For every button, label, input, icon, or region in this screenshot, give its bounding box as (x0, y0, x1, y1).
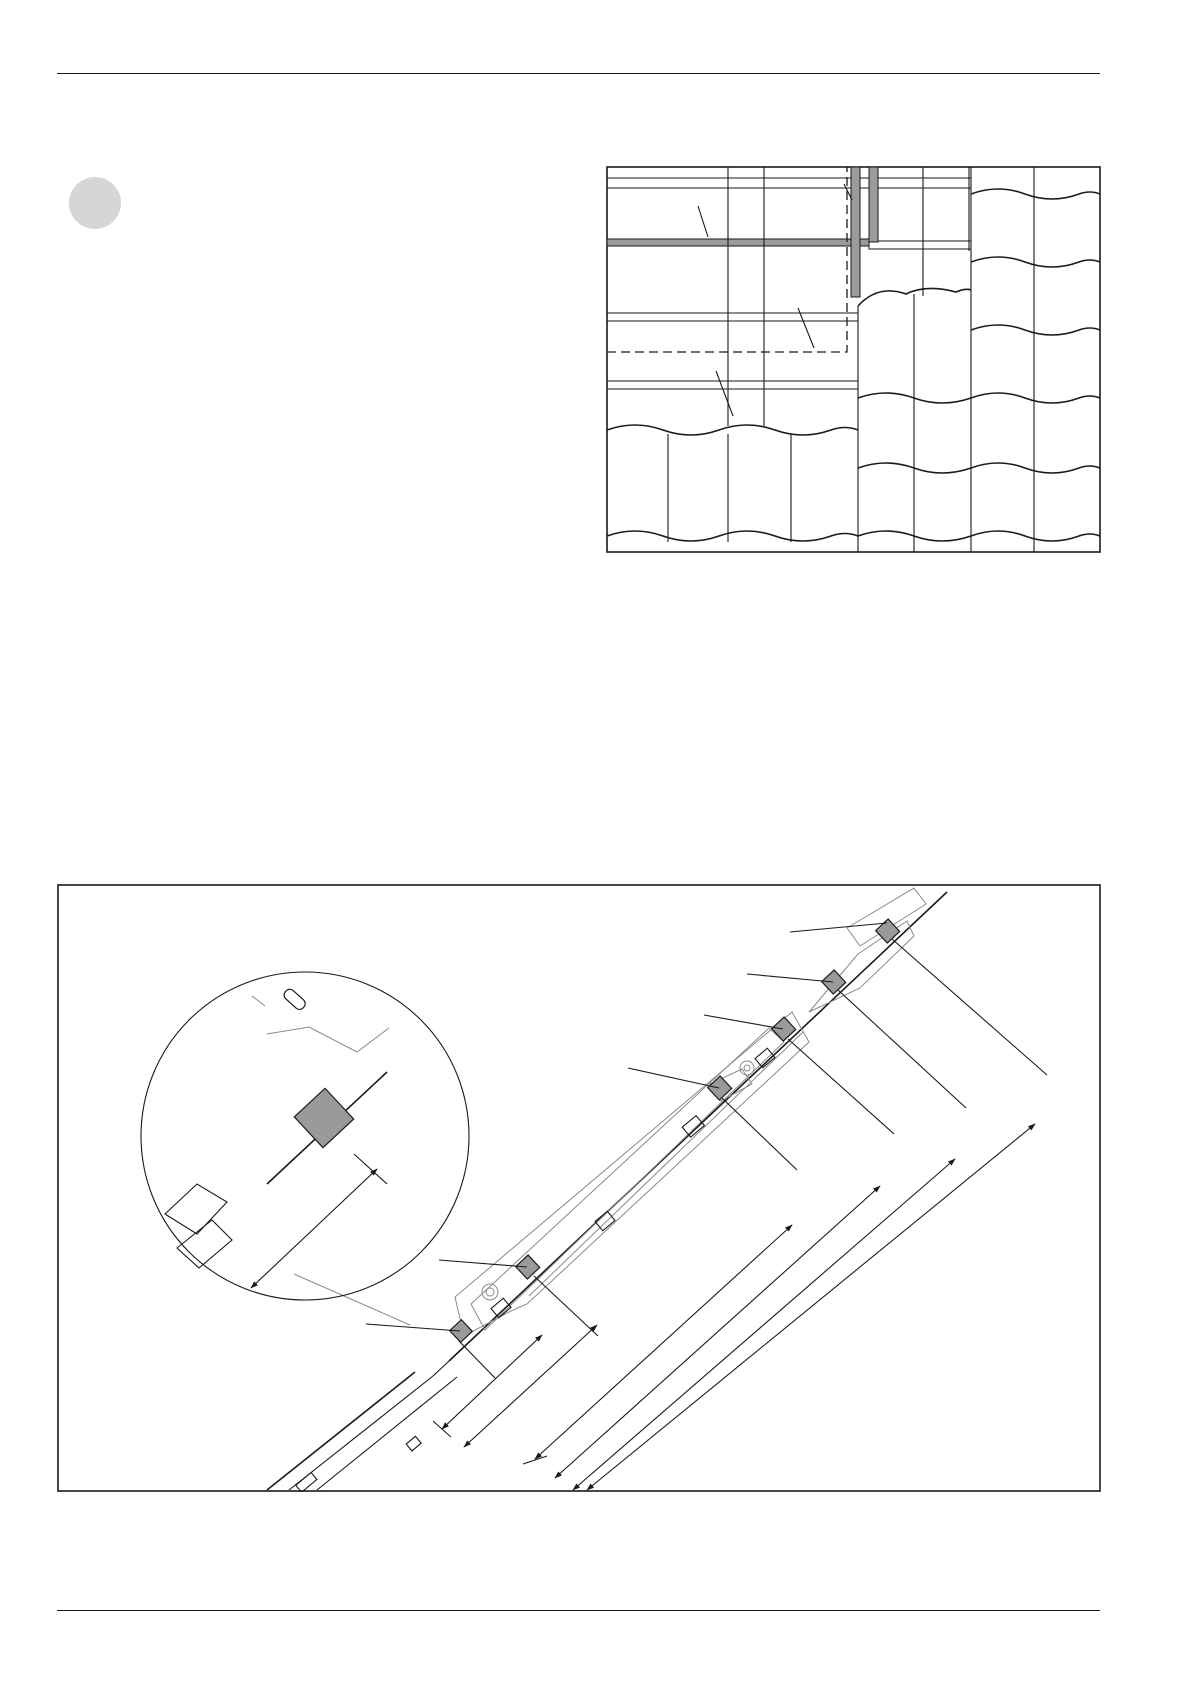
tiles-right (971, 167, 1100, 552)
battens (450, 919, 900, 1342)
header-rule (57, 73, 1100, 74)
tiles-lower-left (607, 425, 858, 542)
highlighted-batten (607, 239, 869, 246)
batten-leader-lines (366, 923, 887, 1331)
dimension-lines (442, 1124, 1035, 1490)
step-marker-icon (69, 177, 121, 229)
dashed-outline (607, 167, 847, 352)
rafter-section-frame (58, 885, 1100, 1491)
highlighted-rafter (851, 167, 860, 297)
tiles-middle (858, 288, 971, 552)
detail-magnifier (141, 972, 469, 1325)
dim-2 (464, 1325, 597, 1447)
detail-batten (294, 1088, 353, 1147)
detail-circle (141, 972, 469, 1300)
dim-6 (587, 1124, 1035, 1490)
roof-plan-figure (606, 166, 1101, 553)
footer-rule (57, 1610, 1100, 1611)
detail-dimension (251, 1169, 377, 1288)
dimension-stops (433, 1421, 547, 1464)
rafter-section-figure (57, 884, 1101, 1492)
roof-rafters (728, 167, 969, 426)
extension-lines (459, 939, 1047, 1378)
dim-1 (442, 1335, 542, 1429)
roof-battens (607, 178, 971, 389)
